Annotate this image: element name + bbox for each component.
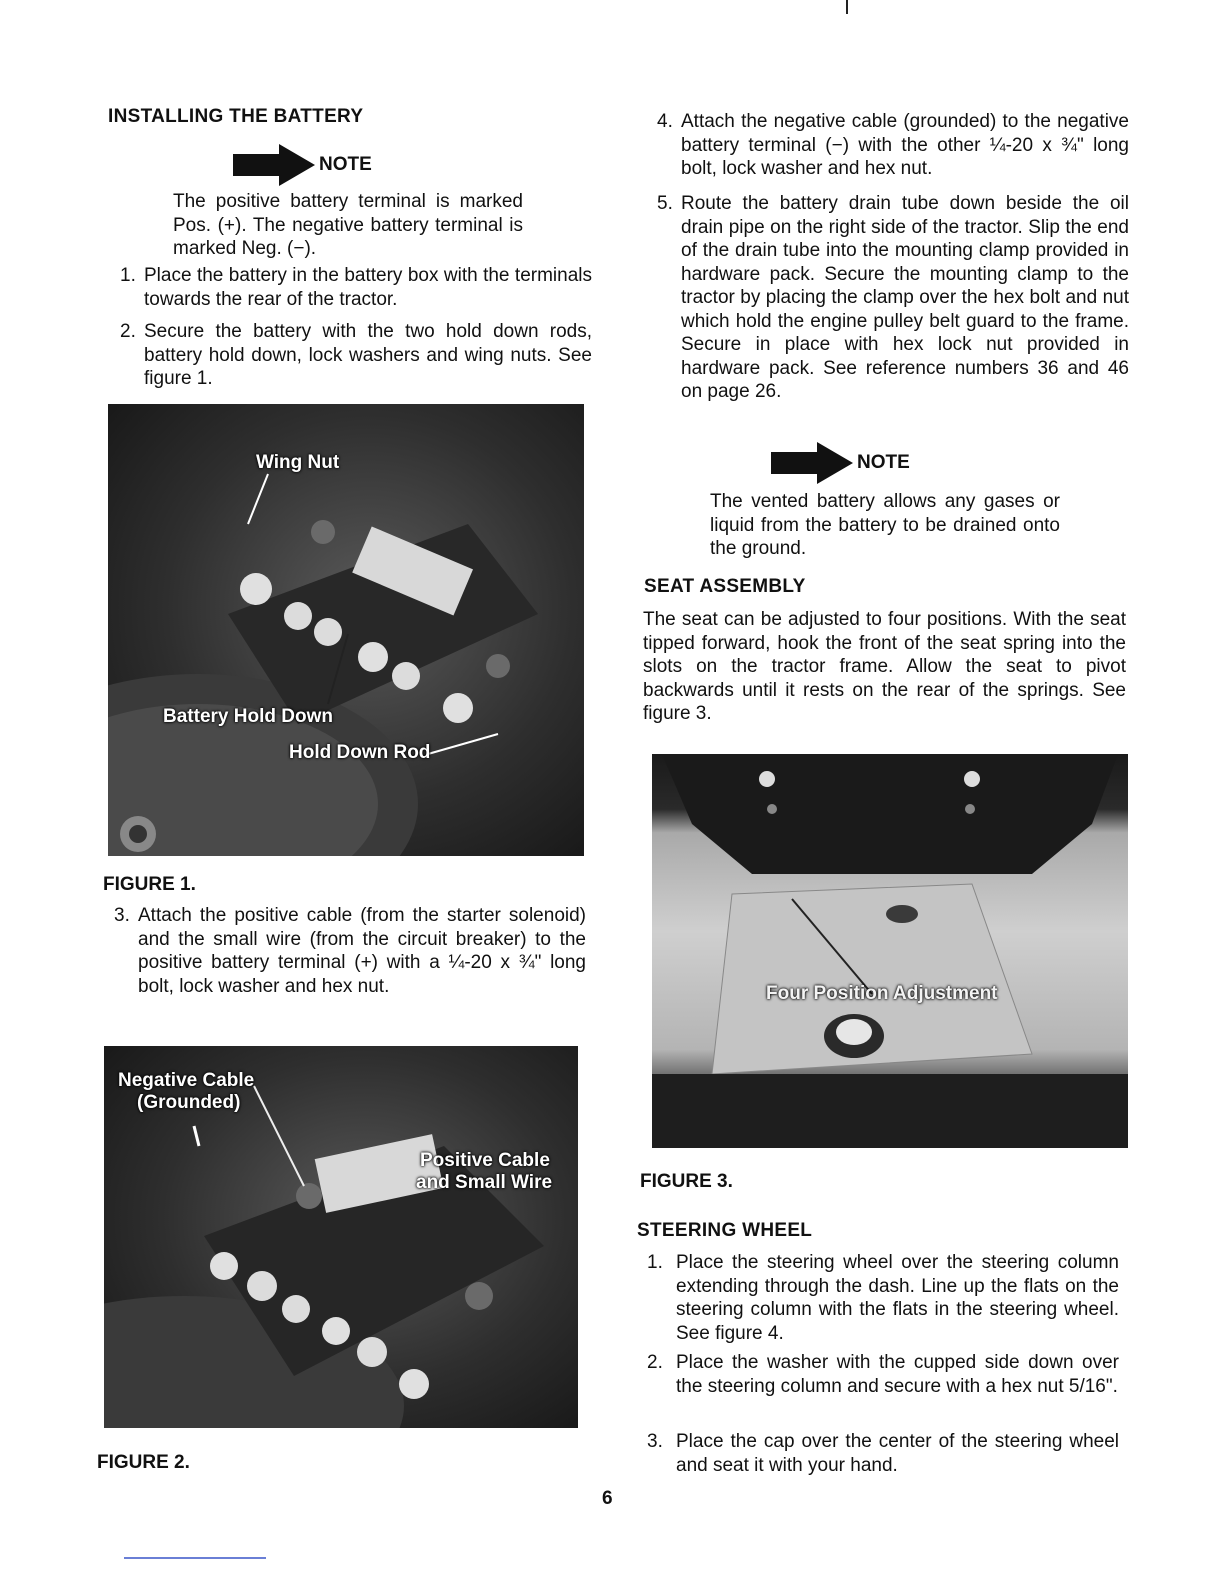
note-label: NOTE xyxy=(319,154,372,175)
page-number: 6 xyxy=(602,1488,613,1509)
step-text: Place the battery in the battery box with the terminals towards the rear of the tractor. xyxy=(144,265,592,310)
list-item xyxy=(657,110,1129,181)
figure1-photo xyxy=(108,404,584,856)
step-number: 2. xyxy=(647,1352,663,1373)
step-number: 5. xyxy=(657,193,673,214)
scan-mark xyxy=(846,0,848,14)
steering-wheel-heading: STEERING WHEEL xyxy=(637,1220,813,1241)
note-callout xyxy=(233,144,372,186)
step-number: 3. xyxy=(647,1431,663,1452)
arrow-right-icon xyxy=(771,442,853,484)
wing-nut-callout: Wing Nut xyxy=(256,452,340,473)
grounded-callout: (Grounded) xyxy=(137,1092,241,1113)
step-number: 2. xyxy=(120,321,136,342)
step-text: Secure the battery with the two hold down rods, battery hold down, lock washers and wing nuts. See figure 1. xyxy=(144,321,592,389)
note-callout xyxy=(771,442,910,484)
step-number: 1. xyxy=(120,265,136,286)
figure3-photo xyxy=(652,754,1128,1148)
seat-assembly-heading: SEAT ASSEMBLY xyxy=(644,576,806,597)
step-number: 1. xyxy=(647,1252,663,1273)
step-text: Route the battery drain tube down beside the oil drain pipe on the right side of the tractor. Slip the end of the drain tube into the mounting clamp provided in hardware pack. Secure the mounting clamp to the tractor by placing the clamp over the hex bolt and nut which hold the engine pulley belt guard to the frame. Secure in place with hex lock nut provided in hardware pack. See reference numbers 36 and 46 on page 26. xyxy=(681,193,1129,402)
seat-assembly-text: The seat can be adjusted to four positions. With the seat tipped forward, hook the front of the seat spring into the slots on the tractor frame. Allow the seat to pivot backwards until it rests on the rear of the springs. See figure 3. xyxy=(643,609,1126,724)
list-item xyxy=(647,1251,1119,1345)
step-text: Place the washer with the cupped side down over the steering column and secure with a hex nut 5/16". xyxy=(676,1352,1119,1397)
battery-illustration xyxy=(108,404,584,856)
figure2-photo xyxy=(104,1046,578,1428)
step-text: Attach the negative cable (grounded) to the negative battery terminal (−) with the other ¼-20 x ¾" long bolt, lock washer and hex nut. xyxy=(681,111,1129,179)
figure2-label: FIGURE 2. xyxy=(97,1452,190,1473)
list-item xyxy=(120,264,592,311)
step-text: Attach the positive cable (from the starter solenoid) and the small wire (from the circuit breaker) to the positive battery terminal (+) with a ¼-20 x ¾" long bolt, lock washer and hex nut. xyxy=(138,905,586,997)
note-label: NOTE xyxy=(857,452,910,473)
list-item xyxy=(657,192,1129,404)
negative-cable-callout: Negative Cable xyxy=(118,1070,255,1091)
positive-cable-callout: Positive Cable xyxy=(420,1150,550,1171)
list-item xyxy=(120,320,592,391)
arrow-right-icon xyxy=(233,144,315,186)
four-position-callout: Four Position Adjustment xyxy=(766,983,998,1004)
installing-battery-heading: INSTALLING THE BATTERY xyxy=(108,106,364,127)
list-item xyxy=(647,1430,1119,1477)
note-text: The positive battery terminal is marked Pos. (+). The negative battery terminal is marked Neg. (−). xyxy=(173,191,523,259)
step-number: 3. xyxy=(114,905,130,926)
figure3-label: FIGURE 3. xyxy=(640,1171,733,1192)
list-item xyxy=(647,1351,1119,1398)
hold-down-rod-callout: Hold Down Rod xyxy=(289,742,431,763)
figure1-label: FIGURE 1. xyxy=(103,874,196,895)
step-text: Place the steering wheel over the steering column extending through the dash. Line up the flats on the steering column with the flats in the steering wheel. See figure 4. xyxy=(676,1252,1119,1344)
step-number: 4. xyxy=(657,111,673,132)
list-item xyxy=(114,904,586,998)
note-text: The vented battery allows any gases or liquid from the battery to be drained onto the ground. xyxy=(710,491,1060,559)
small-wire-callout: and Small Wire xyxy=(416,1172,553,1193)
step-text: Place the cap over the center of the steering wheel and seat it with your hand. xyxy=(676,1431,1119,1476)
seat-frame-illustration xyxy=(652,754,1128,1148)
scan-mark xyxy=(124,1557,266,1559)
battery-hold-down-callout: Battery Hold Down xyxy=(163,706,333,727)
